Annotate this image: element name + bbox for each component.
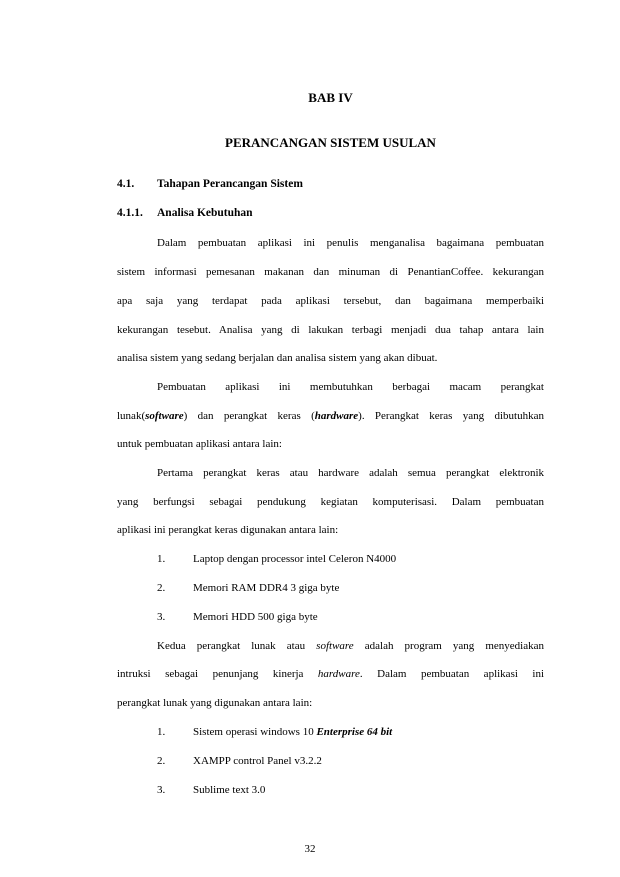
list-item: XAMPP control Panel v3.2.2 xyxy=(193,755,322,767)
paragraph-line: perangkat lunak yang digunakan antara lain: xyxy=(117,697,313,709)
paragraph-line: Pertama perangkat keras atau hardware adalah semua perangkat elektronik xyxy=(157,467,544,479)
list-item: Sublime text 3.0 xyxy=(193,784,266,796)
paragraph-line: Dalam pembuatan aplikasi ini penulis menganalisa bagaimana pembuatan xyxy=(157,237,544,249)
subsection-title: Analisa Kebutuhan xyxy=(157,207,253,219)
paragraph-line: yang berfungsi sebagai pendukung kegiatan komputerisasi. Dalam pembuatan xyxy=(117,496,544,508)
paragraph-line: untuk pembuatan aplikasi antara lain: xyxy=(117,438,282,450)
paragraph-line: sistem informasi pemesanan makanan dan minuman di PenantianCoffee. kekurangan xyxy=(117,266,544,278)
list-item: Laptop dengan processor intel Celeron N4000 xyxy=(193,553,397,565)
list-number: 3. xyxy=(157,611,166,623)
subsection-number: 4.1.1. xyxy=(117,207,143,219)
chapter-title: PERANCANGAN SISTEM USULAN xyxy=(225,135,436,150)
paragraph-line: Pembuatan aplikasi ini membutuhkan berbagai macam perangkat xyxy=(157,381,544,393)
section-title: Tahapan Perancangan Sistem xyxy=(157,178,303,190)
paragraph-line: intruksi sebagai penunjang kinerja hardware. Dalam pembuatan aplikasi ini xyxy=(117,668,544,680)
list-item: Sistem operasi windows 10 Enterprise 64 bit xyxy=(193,726,393,738)
paragraph-line: kekurangan tesebut. Analisa yang di lakukan terbagi menjadi dua tahap antara lain xyxy=(117,324,544,336)
list-number: 3. xyxy=(157,784,166,796)
chapter-heading: BAB IV xyxy=(308,90,353,105)
list-number: 1. xyxy=(157,726,166,738)
list-item: Memori HDD 500 giga byte xyxy=(193,611,318,623)
paragraph-line: Kedua perangkat lunak atau software adalah program yang menyediakan xyxy=(157,640,544,652)
page-number: 32 xyxy=(304,843,316,855)
paragraph-line: lunak(software) dan perangkat keras (hardware). Perangkat keras yang dibutuhkan xyxy=(117,410,544,422)
paragraph-line: analisa sistem yang sedang berjalan dan analisa sistem yang akan dibuat. xyxy=(117,352,438,364)
section-number: 4.1. xyxy=(117,178,135,190)
list-item: Memori RAM DDR4 3 giga byte xyxy=(193,582,340,594)
paragraph-line: apa saja yang terdapat pada aplikasi tersebut, dan bagaimana memperbaiki xyxy=(117,295,544,307)
list-number: 2. xyxy=(157,755,166,767)
list-number: 1. xyxy=(157,553,166,565)
paragraph-line: aplikasi ini perangkat keras digunakan antara lain: xyxy=(117,524,339,536)
list-number: 2. xyxy=(157,582,166,594)
